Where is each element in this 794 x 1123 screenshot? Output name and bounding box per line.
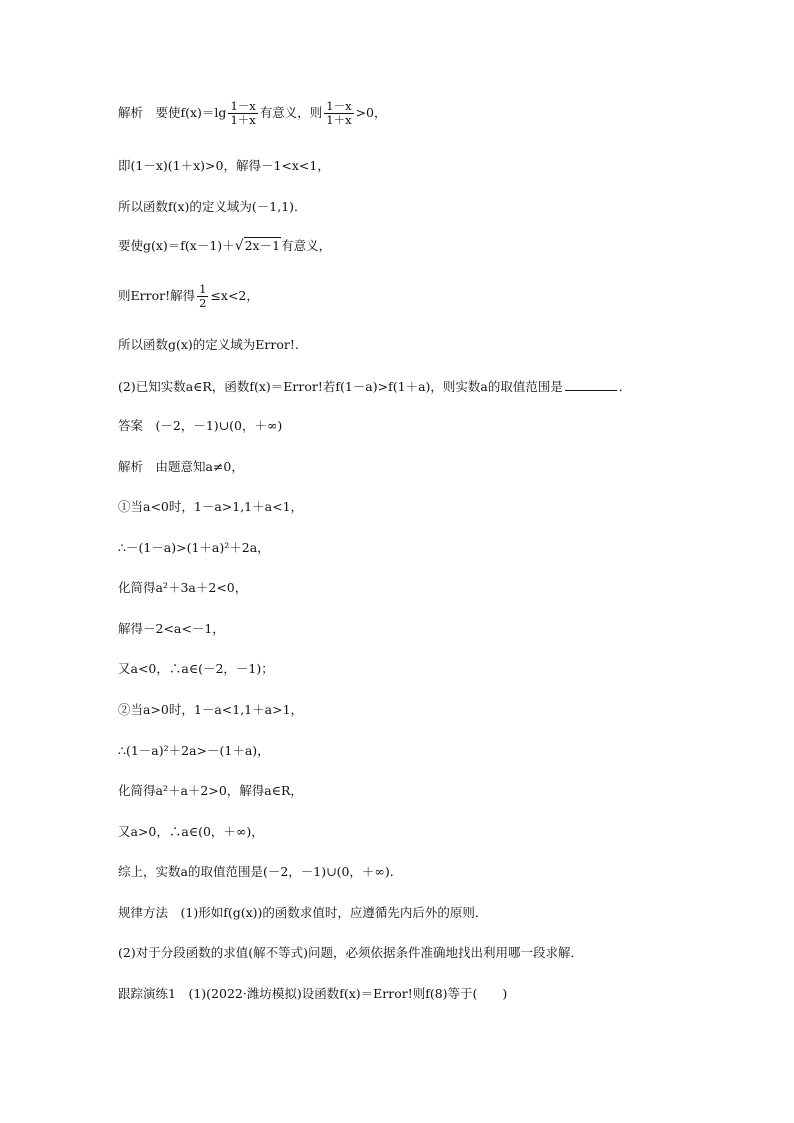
text-line: 所以函数f(x)的定义域为(－1,1)． [118,199,307,214]
method-line: (2)对于分段函数的求值(解不等式)问题，必须依据条件准确地找出利用哪一段求解． [118,945,583,960]
text-line: 要使g(x)＝f(x－1)＋√2x－1有意义， [118,238,332,254]
text-line: 化简得a²＋a＋2>0，解得a∈R， [118,783,303,798]
sqrt: √2x－1 [234,238,281,254]
exercise-line: 跟踪演练1 (1)(2022·潍坊模拟)设函数f(x)＝Error!则f(8)等于( ) [118,986,508,1001]
text-line: 解得－2<a<－1， [118,621,225,636]
text-line: 化简得a²＋3a＋2<0， [118,580,248,595]
text-line: 解析 由题意知a≠0， [118,459,244,474]
text-line: 又a<0，∴a∈(－2，－1)； [118,661,274,676]
text-line: 即(1－x)(1＋x)>0，解得－1<x<1， [118,158,330,173]
fraction: $\frac{1-x}{1+x}$ [326,99,352,127]
solution-line-1: 解析 要使f(x)＝lg $\frac{1-x}{1+x}$ 有意义，则 $\frac{1-x}{1+x}$ >0， [118,99,387,127]
text-line: 综上，实数a的取值范围是(－2，－1)∪(0，＋∞)． [118,864,403,879]
problem-2: (2)已知实数a∈R，函数f(x)＝Error!若f(1－a)>f(1＋a)，则实数a的取值范围是 ． [118,379,632,394]
text-line: ①当a<0时，1－a>1,1＋a<1， [118,499,304,514]
text-line: ∴(1－a)²＋2a>－(1＋a)， [118,743,270,758]
fraction: $\frac{1-x}{1+x}$ [230,99,256,127]
text-line: 则Error!解得 $\frac{1}{2}$ ≤x<2， [118,282,259,310]
answer-line: 答案 (－2，－1)∪(0，＋∞) [118,418,283,433]
fraction: $\frac{1}{2}$ [199,282,207,310]
text-line: 所以函数g(x)的定义域为Error!. [118,337,299,352]
text-line: ②当a>0时，1－a<1,1＋a>1， [118,702,304,717]
answer-blank [565,378,617,391]
text-line: ∴－(1－a)>(1＋a)²＋2a， [118,540,270,555]
method-line: 规律方法 (1)形如f(g(x))的函数求值时，应遵循先内后外的原则． [118,905,488,920]
text-line: 又a>0，∴a∈(0，＋∞)， [118,824,264,839]
